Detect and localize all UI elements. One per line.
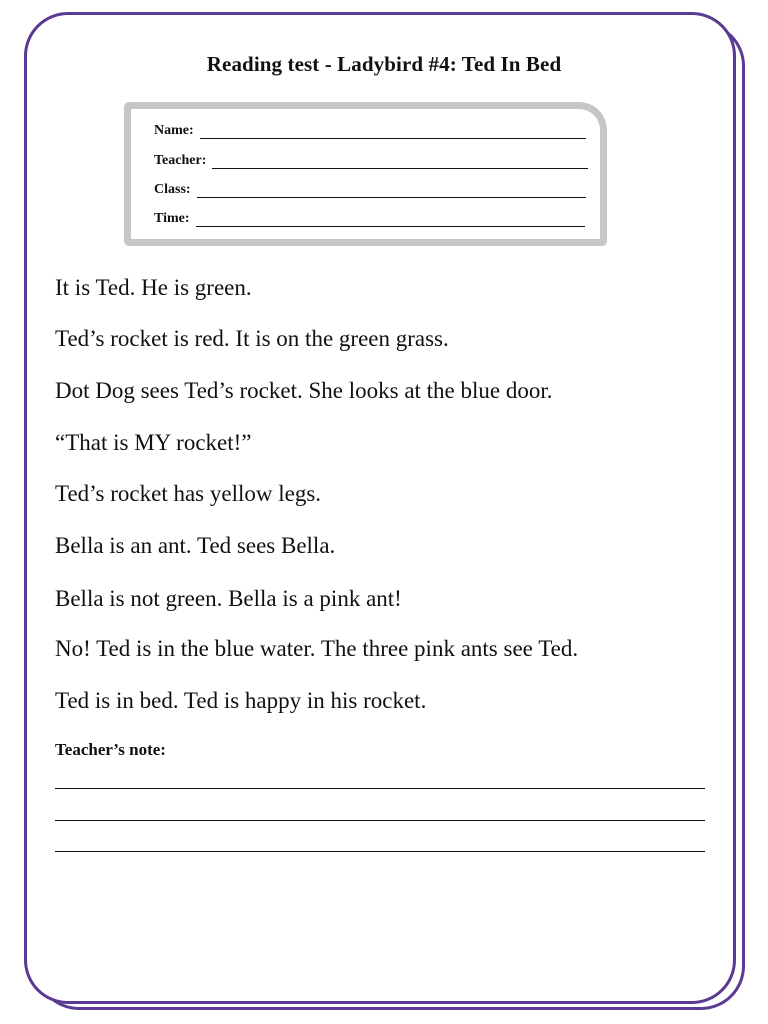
passage-line-4: “That is MY rocket!”: [55, 430, 252, 455]
time-field[interactable]: [154, 211, 585, 227]
passage-line-7: Bella is not green. Bella is a pink ant!: [55, 586, 402, 611]
class-blank-line[interactable]: [197, 185, 586, 198]
name-label: Name:: [154, 123, 194, 138]
teacher-label: Teacher:: [154, 153, 207, 168]
passage-line-1: It is Ted. He is green.: [55, 275, 252, 300]
teacher-field[interactable]: [154, 153, 588, 169]
class-field[interactable]: [154, 182, 586, 198]
teacher-note-label: Teacher’s note:: [55, 740, 166, 759]
passage-line-5: Ted’s rocket has yellow legs.: [55, 481, 322, 506]
page-title: Reading test - Ladybird #4: Ted In Bed: [206, 52, 562, 76]
time-blank-line[interactable]: [196, 214, 585, 227]
teacher-blank-line[interactable]: [212, 156, 588, 169]
passage-line-3: Dot Dog sees Ted’s rocket. She looks at the blue door.: [55, 378, 553, 403]
time-label: Time:: [154, 211, 190, 226]
teacher-note-line-1[interactable]: [55, 788, 705, 789]
passage-line-6: Bella is an ant. Ted sees Bella.: [55, 533, 336, 558]
passage-line-9: Ted is in bed. Ted is happy in his rocket.: [55, 688, 427, 713]
student-info-box: [124, 102, 607, 246]
passage-line-2: Ted’s rocket is red. It is on the green grass.: [55, 326, 449, 351]
passage-line-8: No! Ted is in the blue water. The three pink ants see Ted.: [55, 636, 579, 661]
class-label: Class:: [154, 182, 191, 197]
name-field[interactable]: [154, 123, 586, 139]
name-blank-line[interactable]: [200, 126, 586, 139]
teacher-note-line-3[interactable]: [55, 851, 705, 852]
teacher-note-line-2[interactable]: [55, 820, 705, 821]
